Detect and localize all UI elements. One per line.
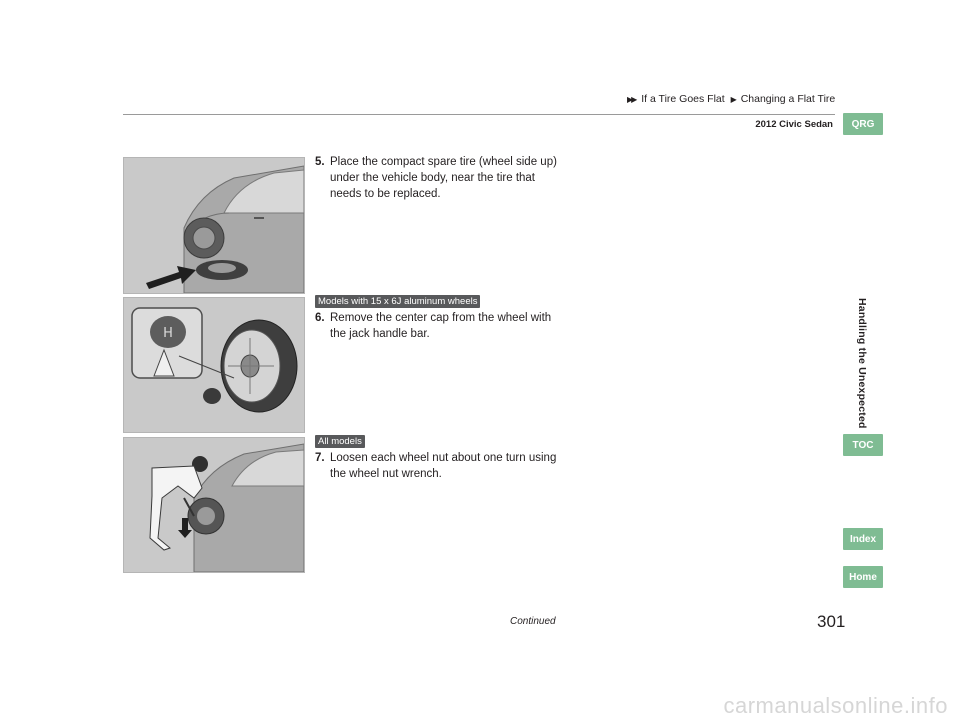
toc-tab[interactable]: TOC [843,434,883,456]
step-text: Loosen each wheel nut about one turn using the wheel nut wrench. [330,452,557,480]
wheel-nut-wrench-illustration [123,437,305,573]
arrow-icon: ▶ [730,95,735,104]
model-title: 2012 Civic Sedan [755,119,833,130]
model-applicability-label: All models [315,435,365,448]
step-6 [315,310,565,342]
breadcrumb [627,93,835,105]
step-7 [315,450,565,482]
qrg-tab[interactable]: QRG [843,113,883,135]
step-number: 6. [315,312,325,324]
spare-tire-illustration [123,157,305,294]
breadcrumb-subsection[interactable]: Changing a Flat Tire [740,93,836,105]
home-tab[interactable]: Home [843,566,883,588]
step-number: 7. [315,452,325,464]
chapter-label: Handling the Unexpected [856,298,868,429]
svg-text:H: H [163,326,173,341]
step-text: Remove the center cap from the wheel with the jack handle bar. [330,312,552,340]
center-cap-illustration [123,297,305,433]
header-divider [123,114,835,115]
step-number: 5. [315,156,325,168]
step-5 [315,154,565,202]
page-number: 301 [817,612,846,631]
step-text: Place the compact spare tire (wheel side up) under the vehicle body, near the tire that needs to be replaced. [330,156,557,200]
double-arrow-icon: ▶▶ [627,95,636,104]
index-tab[interactable]: Index [843,528,883,550]
watermark: carmanualsonline.info [723,693,948,718]
continued-note: Continued [510,616,556,627]
breadcrumb-section[interactable]: If a Tire Goes Flat [641,93,725,105]
model-applicability-label: Models with 15 x 6J aluminum wheels [315,295,480,308]
